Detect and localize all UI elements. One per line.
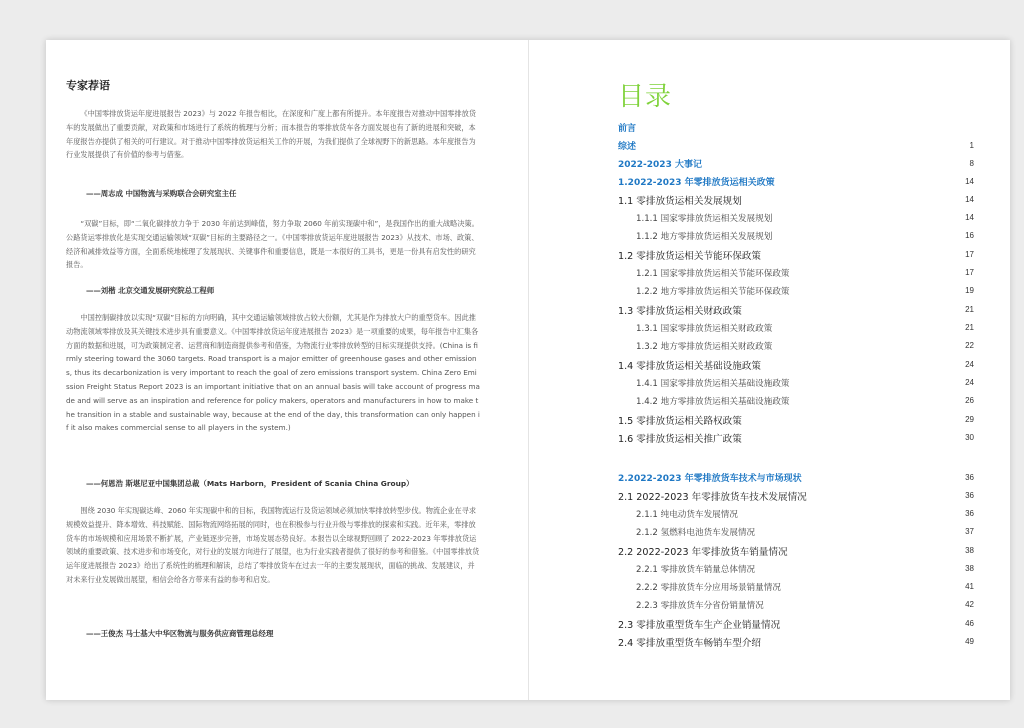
toc-entry-page: 26 [965,396,974,405]
toc-entry-label: 2.4 零排放重型货车畅销车型介绍 [618,637,762,649]
toc-entry-label: 1.4 零排放货运相关基础设施政策 [618,360,762,372]
toc-entry[interactable] [618,282,974,299]
recommendation-page [46,40,528,700]
toc-entry[interactable] [618,356,974,373]
toc-entry-label: 1.1.2 地方零排放货运相关发展规划 [636,231,773,242]
toc-entry-label: 2.1.1 纯电动货车发展情况 [636,509,738,520]
toc-entry-label: 2.2.3 零排放货车分省份销量情况 [636,600,764,611]
page-title: 专家荐语 [66,79,110,92]
toc-entry[interactable] [618,209,974,226]
toc-entry[interactable] [618,301,974,318]
toc-entry-page: 36 [965,473,974,482]
toc-page [528,40,1010,700]
toc-entry-page: 41 [965,582,974,591]
recommendation-paragraph: 围绕 2030 年实现碳达峰、2060 年实现碳中和的目标，我国物流运行及货运领域必须加快零排放转型步伐。物流企业在寻求规模效益提升、降本增效、科技赋能、国际物流网络拓展的同时，也在积极参与行业升级与零排放的探索和实践。近年来，零排放货车的市场规模和应用场景不断扩展，产业链逐步完善，市场发展态势良好。本报告以全球视野回顾了 2022-2023 年零排放货运领域的重要政策、技术进步和市场变化，对行业的发展方向进行了展望，也为行业实践者提供了很好的参考和借鉴。《中国零排放货运年度进展报告 2023》给出了系统性的梳理和解读，总结了零排放货车在过去一年的主要发展现状，面临的挑战、发展建议，并对未来行业发展做出展望，相信会给各方带来有益的参考和启发。 [66,506,480,584]
toc-entry-label: 1.2.2 地方零排放货运相关节能环保政策 [636,286,790,297]
toc-entry-label: 2.2 2022-2023 年零排放货车销量情况 [618,546,788,558]
toc-entry-label: 1.4.2 地方零排放货运相关基础设施政策 [636,396,790,407]
recommendation-signature: ——何恩浩 斯堪尼亚中国集团总裁（Mats Harborn，President of Scania China Group） [86,479,414,488]
toc-entry[interactable] [618,542,974,559]
toc-entry[interactable] [618,596,974,613]
toc-entry-label: 1.3.1 国家零排放货运相关财政政策 [636,323,773,334]
toc-entry[interactable] [618,337,974,354]
toc-entry[interactable] [618,429,974,446]
recommendation-signature: ——刘楷 北京交通发展研究院总工程师 [86,286,215,295]
toc-entry-label: 1.3 零排放货运相关财政政策 [618,305,742,317]
toc-entry-label: 2.2.1 零排放货车销量总体情况 [636,564,756,575]
toc-entry-label: 1.1.1 国家零排放货运相关发展规划 [636,213,773,224]
toc-entry-page: 36 [965,491,974,500]
toc-entry[interactable] [618,173,974,190]
toc-entry[interactable] [618,633,974,650]
toc-entry-page: 21 [965,305,974,314]
toc-entry[interactable] [618,374,974,391]
toc-entry[interactable] [618,227,974,244]
toc-entry[interactable] [618,411,974,428]
recommendation-signature: ——周志成 中国物流与采购联合会研究室主任 [86,189,237,198]
document-spread [46,40,1010,700]
toc-entry-label: 综述 [618,142,637,152]
toc-entry-page: 24 [965,360,974,369]
toc-entry[interactable] [618,578,974,595]
toc-entry-page: 17 [965,250,974,259]
toc-entry-label: 1.3.2 地方零排放货运相关财政政策 [636,341,773,352]
toc-entry-page: 1 [969,141,974,150]
recommendation-paragraph: 《中国零排放货运年度进展报告 2023》与 2022 年报告相比，在深度和广度上都有所提升。本年度报告对推动中国零排放货车的发展做出了重要贡献，对政策和市场进行了系统的梳理与分析；而本报告的零排放货车各方面发展也有了新的进展和突破，本年度报告亦提供了相关的可行建议。对于推动中国零排放货运相关工作的开展，为我们提供了全球视野下的新思路。本年度报告为行业发展提供了有价值的参考与借鉴。 [66,109,477,160]
toc-entry-label: 1.2 零排放货运相关节能环保政策 [618,250,762,262]
toc-entry-page: 21 [965,323,974,332]
toc-entry[interactable] [618,560,974,577]
toc-entry-page: 14 [965,195,974,204]
toc-entry[interactable] [618,487,974,504]
toc-entry-label: 2.1 2022-2023 年零排放货车技术发展情况 [618,491,807,503]
toc-entry[interactable] [618,191,974,208]
toc-entry-label: 1.2022-2023 年零排放货运相关政策 [618,178,775,188]
toc-entry[interactable] [618,523,974,540]
toc-entry-label: 2022-2023 大事记 [618,160,702,170]
toc-entry-page: 38 [965,564,974,573]
toc-entry-page: 30 [965,433,974,442]
toc-entry-label: 前言 [618,124,637,134]
toc-entry[interactable] [618,469,974,486]
toc-entry[interactable] [618,615,974,632]
toc-entry-label: 1.6 零排放货运相关推广政策 [618,433,742,445]
toc-entry-page: 46 [965,619,974,628]
toc-entry-page: 37 [965,527,974,536]
toc-entry-label: 1.5 零排放货运相关路权政策 [618,415,742,427]
toc-entry-label: 1.2.1 国家零排放货运相关节能环保政策 [636,268,790,279]
toc-entry[interactable] [618,137,974,154]
toc-entry-page: 14 [965,177,974,186]
toc-entry-page: 49 [965,637,974,646]
recommendation-paragraph: 中国控制碳排放以实现“双碳”目标的方向明确，其中交通运输领域排放占较大份额，尤其是作为排放大户的重型货车。因此推动物流领域零排放及其关键技术进步具有重要意义。《中国零排放货运年度进展报告 2023》是一项重要的成果，每年报告中汇集各方面的数据和进展，可为政策制定者、运营商和制造商提供参考和借鉴，为物流行业零排放转型的目标实现提供支持。(China is firmly steering toward the 3060 targets. Road transport is a major emitter of greenhouse gases and other emissions, thus its decarbonization is very important to reach the goal of zero emissions transport system. China Zero Emission Freight Status Report 2023 is an important initiative that on an annual basis will take account of progress made and will serve as an inspiration and reference for policy makers, operators and manufacturers in how to make the transition in a stable and sustainable way, because at the end of the day, this transformation can only happen if it also makes commercial sense to all players in the system.) [66,313,480,433]
toc-entry-page: 17 [965,268,974,277]
recommendation-paragraph: “双碳”目标，即“二氧化碳排放力争于 2030 年前达到峰值，努力争取 2060 年前实现碳中和”，是我国作出的重大战略决策。公路货运零排放化是实现交通运输领域“双碳”目标的主要路径之一。《中国零排放货运年度进展报告 2023》从技术、市场、政策、经济和减排效益等方面，全面系统地梳理了发展现状、关键事件和重要信息，既是一本很好的工具书，更是一份具有启发性的研究报告。 [66,219,479,270]
toc-entry[interactable] [618,505,974,522]
toc-entry-page: 22 [965,341,974,350]
toc-entry-page: 29 [965,415,974,424]
toc-entry-page: 19 [965,286,974,295]
toc-entry-label: 1.1 零排放货运相关发展规划 [618,195,742,207]
toc-entry-label: 2.3 零排放重型货车生产企业销量情况 [618,619,781,631]
toc-entry-label: 2.1.2 氢燃料电池货车发展情况 [636,527,756,538]
toc-entry-label: 1.4.1 国家零排放货运相关基础设施政策 [636,378,790,389]
toc-entry[interactable] [618,319,974,336]
toc-entry[interactable] [618,392,974,409]
toc-entry-page: 8 [969,159,974,168]
toc-entry-page: 24 [965,378,974,387]
toc-entry-label: 2.2.2 零排放货车分应用场景销量情况 [636,582,781,593]
toc-entry-page: 36 [965,509,974,518]
toc-entry-label: 2.2022-2023 年零排放货车技术与市场现状 [618,474,802,484]
toc-entry[interactable] [618,246,974,263]
recommendation-signature: ——王俊杰 马士基大中华区物流与服务供应商管理总经理 [86,629,274,638]
toc-entry[interactable] [618,155,974,172]
toc-title: 目录 [618,82,673,112]
toc-entry-page: 14 [965,213,974,222]
toc-entry-page: 42 [965,600,974,609]
toc-entry[interactable] [618,264,974,281]
toc-entry-page: 16 [965,231,974,240]
toc-entry[interactable] [618,119,974,136]
toc-entry-page: 38 [965,546,974,555]
